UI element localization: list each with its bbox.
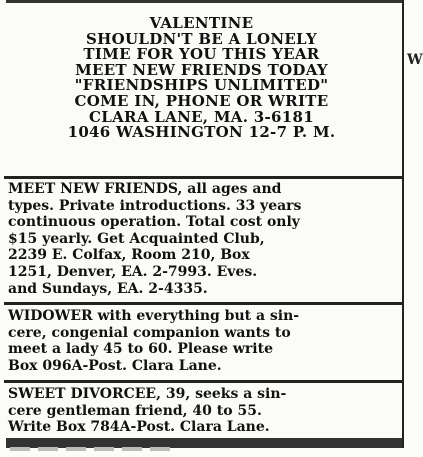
ad-line: Box 096A-Post. Clara Lane. [8, 357, 222, 374]
ad-line: types. Private introductions. 33 years [8, 197, 302, 214]
ad-line: TIME FOR YOU THIS YEAR [83, 45, 320, 64]
ad-line: CLARA LANE, MA. 3-6181 [89, 107, 314, 126]
ad-line: 1251, Denver, EA. 2-7993. Eves. [8, 263, 258, 280]
ad-line: "FRIENDSHIPS UNLIMITED" [74, 76, 329, 95]
ad-line: SWEET DIVORCEE, 39, seeks a sin- [8, 386, 287, 402]
divorcee-ad [8, 386, 402, 436]
widower-ad [8, 308, 402, 374]
ad-line: MEET NEW FRIENDS, all ages and [8, 181, 282, 197]
adjacent-column-fragment: W [407, 52, 423, 68]
ad-divider [4, 380, 403, 383]
ad-line: cere gentleman friend, 40 to 55. [8, 402, 262, 419]
ad-line: continuous operation. Total cost only [8, 214, 300, 231]
valentine-ad [0, 16, 403, 141]
ad-line: meet a lady 45 to 60. Please write [8, 341, 273, 358]
meet-friends-ad [8, 181, 402, 297]
ad-line: 2239 E. Colfax, Room 210, Box [8, 247, 250, 264]
ad-line: Write Box 784A-Post. Clara Lane. [8, 419, 270, 436]
ad-line: COME IN, PHONE OR WRITE [74, 91, 329, 110]
ad-line: 1046 WASHINGTON 12-7 P. M. [67, 123, 336, 142]
ad-line: MEET NEW FRIENDS TODAY [75, 60, 328, 79]
ad-divider [4, 302, 403, 305]
ad-line: VALENTINE [149, 14, 254, 32]
ad-divider [4, 176, 403, 179]
ad-line: cere, congenial companion wants to [8, 324, 291, 341]
ad-line: and Sundays, EA. 2-4335. [8, 280, 208, 297]
top-rule [6, 0, 403, 3]
ad-line: SHOULDN'T BE A LONELY [86, 29, 317, 48]
next-ad-fragment [6, 438, 403, 448]
ad-line: WIDOWER with everything but a sin- [8, 308, 300, 324]
column-rule [402, 0, 404, 448]
ad-line: $15 yearly. Get Acquainted Club, [8, 230, 265, 247]
